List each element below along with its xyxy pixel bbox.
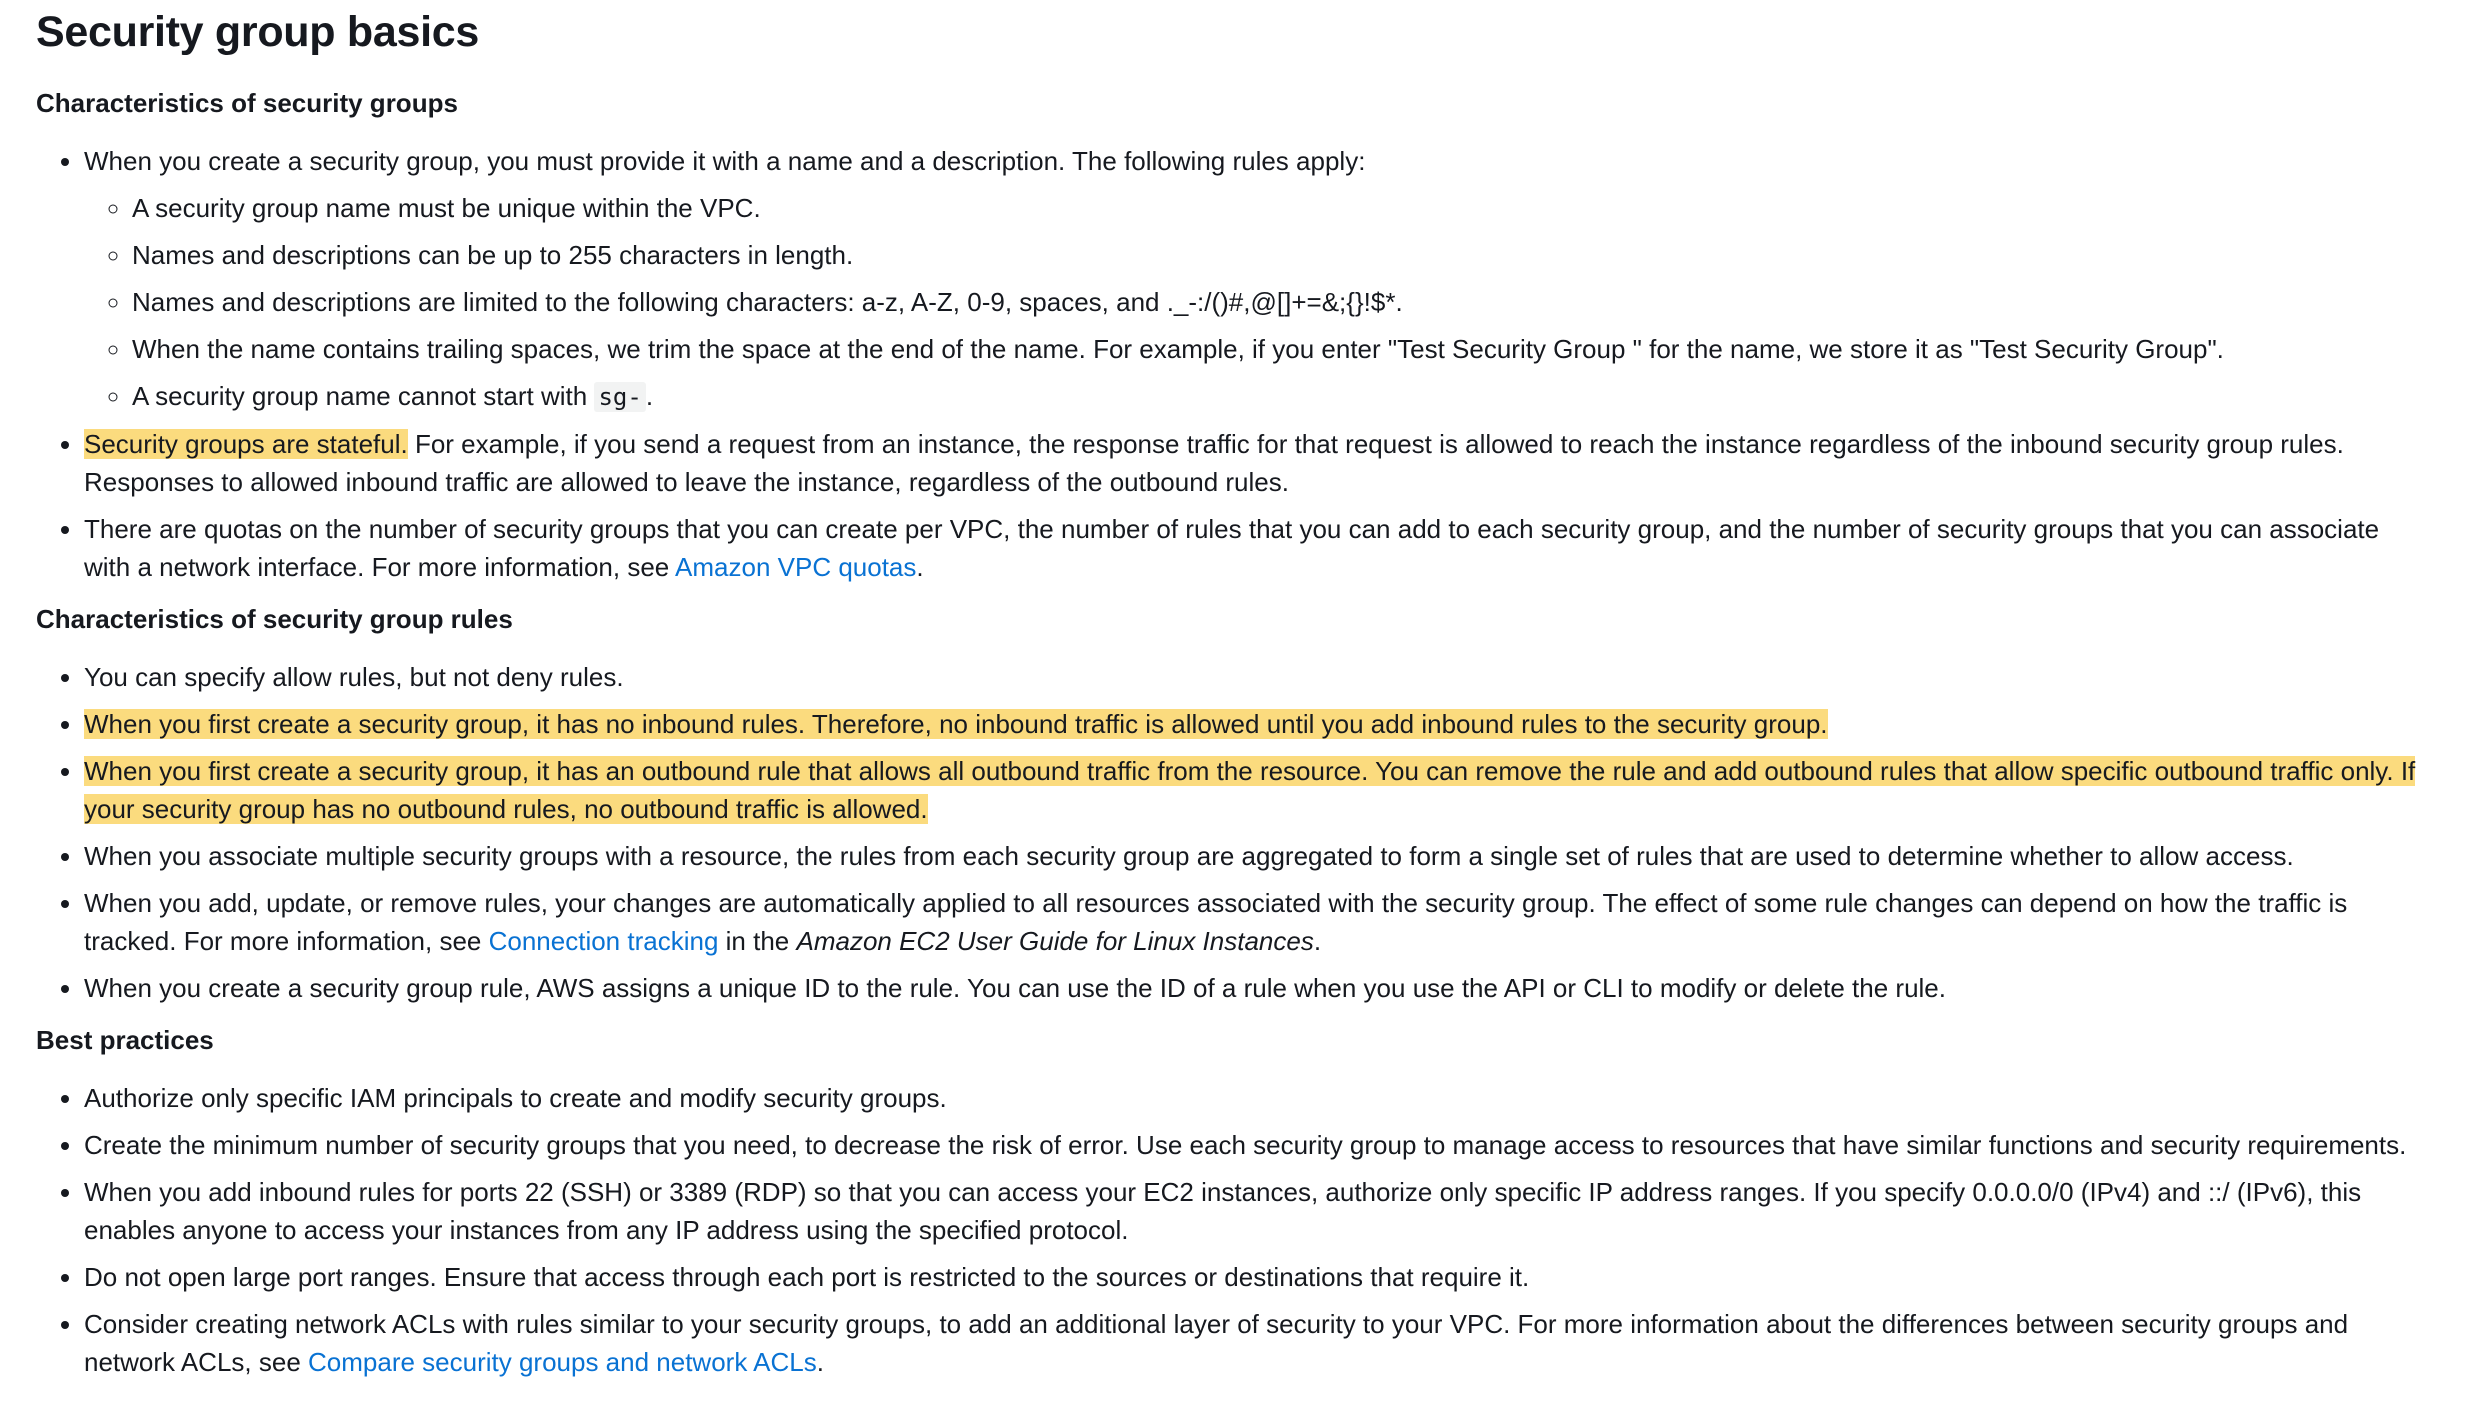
security-group-rules-list (36, 658, 2432, 1007)
list-item-text: . (816, 1347, 824, 1377)
security-groups-list (36, 142, 2432, 586)
list-item (84, 425, 2432, 501)
list-item: • Create the minimum number of security groups that you need, to decrease the risk of error. Use each security group to manage access to resources that have similar functions and security requirements. (84, 1126, 2432, 1164)
list-item-text: There are quotas on the number of security groups that you can create per VPC, the number of rules that you can add to each security group, and the number of security groups that you can associate with a network interface. For more information, see (84, 514, 2380, 582)
list-item: • You can specify allow rules, but not deny rules. (84, 658, 2432, 696)
page-title: Security group basics (36, 8, 479, 56)
naming-rules-list (84, 189, 2432, 416)
list-item (84, 705, 2432, 743)
list-item (84, 752, 2432, 828)
list-item: ◦ When the name contains trailing spaces, we trim the space at the end of the name. For example, if you enter "Test Security Group " for the name, we store it as "Test Security Group". (132, 330, 2432, 368)
inline-code: sg- (594, 382, 645, 412)
connection-tracking-link[interactable]: Connection tracking (488, 926, 719, 956)
list-item-text: in the (718, 926, 797, 956)
list-item-text: When you add, update, or remove rules, your changes are automatically applied to all resources associated with the security group. The effect of some rule changes can depend on how the traffic is tracked. For more information, see (84, 888, 2348, 956)
best-practices-list (36, 1079, 2432, 1381)
guide-title: Amazon EC2 User Guide for Linux Instances (796, 926, 1314, 956)
list-item-text: . (645, 381, 654, 411)
list-item (84, 1305, 2432, 1381)
compare-security-groups-link[interactable]: Compare security groups and network ACLs (308, 1347, 817, 1377)
list-item: • Do not open large port ranges. Ensure that access through each port is restricted to the sources or destinations that require it. (84, 1258, 2432, 1296)
list-item-text: When you create a security group, you must provide it with a name and a description. The following rules apply: (84, 146, 1366, 176)
list-item-text: A security group name cannot start with (132, 381, 595, 411)
highlighted-text: When you first create a security group, it has no inbound rules. Therefore, no inbound traffic is allowed until you add inbound rules to the security group. (84, 709, 1828, 739)
list-item (84, 510, 2432, 586)
section-heading-best-practices: Best practices (36, 1025, 214, 1055)
list-item (132, 377, 2432, 416)
section-heading-security-group-rules: Characteristics of security group rules (36, 604, 513, 634)
list-item: • When you associate multiple security groups with a resource, the rules from each security group are aggregated to form a single set of rules that are used to determine whether to allow access. (84, 837, 2432, 875)
list-item: ◦ A security group name must be unique within the VPC. (132, 189, 2432, 227)
list-item (84, 142, 2432, 416)
highlighted-text: Security groups are stateful. (84, 429, 408, 459)
list-item-text: Consider creating network ACLs with rules similar to your security groups, to add an additional layer of security to your VPC. For more information about the differences between security groups and network ACLs, see (84, 1309, 2349, 1377)
list-item: • When you create a security group rule, AWS assigns a unique ID to the rule. You can use the ID of a rule when you use the API or CLI to modify or delete the rule. (84, 969, 2432, 1007)
list-item-text: For example, if you send a request from an instance, the response traffic for that request is allowed to reach the instance regardless of the inbound security group rules. Responses to allowed inbound traffic are allowed to leave the instance, regardless of the outbound rules. (84, 429, 2344, 497)
list-item: ◦ Names and descriptions can be up to 255 characters in length. (132, 236, 2432, 274)
list-item-text: . (1313, 926, 1322, 956)
highlighted-text: When you first create a security group, it has an outbound rule that allows all outbound traffic from the resource. You can remove the rule and add outbound rules that allow specific outbound traffic only. If your security group has no outbound rules, no outbound traffic is allowed. (84, 756, 2416, 824)
section-heading-security-groups: Characteristics of security groups (36, 88, 458, 118)
list-item: • Authorize only specific IAM principals to create and modify security groups. (84, 1079, 2432, 1117)
list-item-text: . (916, 552, 924, 582)
amazon-vpc-quotas-link[interactable]: Amazon VPC quotas (675, 552, 917, 582)
list-item: ◦ Names and descriptions are limited to the following characters: a-z, A-Z, 0-9, spaces, and ._-:/()#,@[]+=&;{}!$*. (132, 283, 2432, 321)
list-item: • When you add inbound rules for ports 22 (SSH) or 3389 (RDP) so that you can access your EC2 instances, authorize only specific IP address ranges. If you specify 0.0.0.0/0 (IPv4) and ::/ (IPv6), this enables anyone to access your instances from any IP address using the specified protocol. (84, 1173, 2432, 1249)
list-item (84, 884, 2432, 960)
